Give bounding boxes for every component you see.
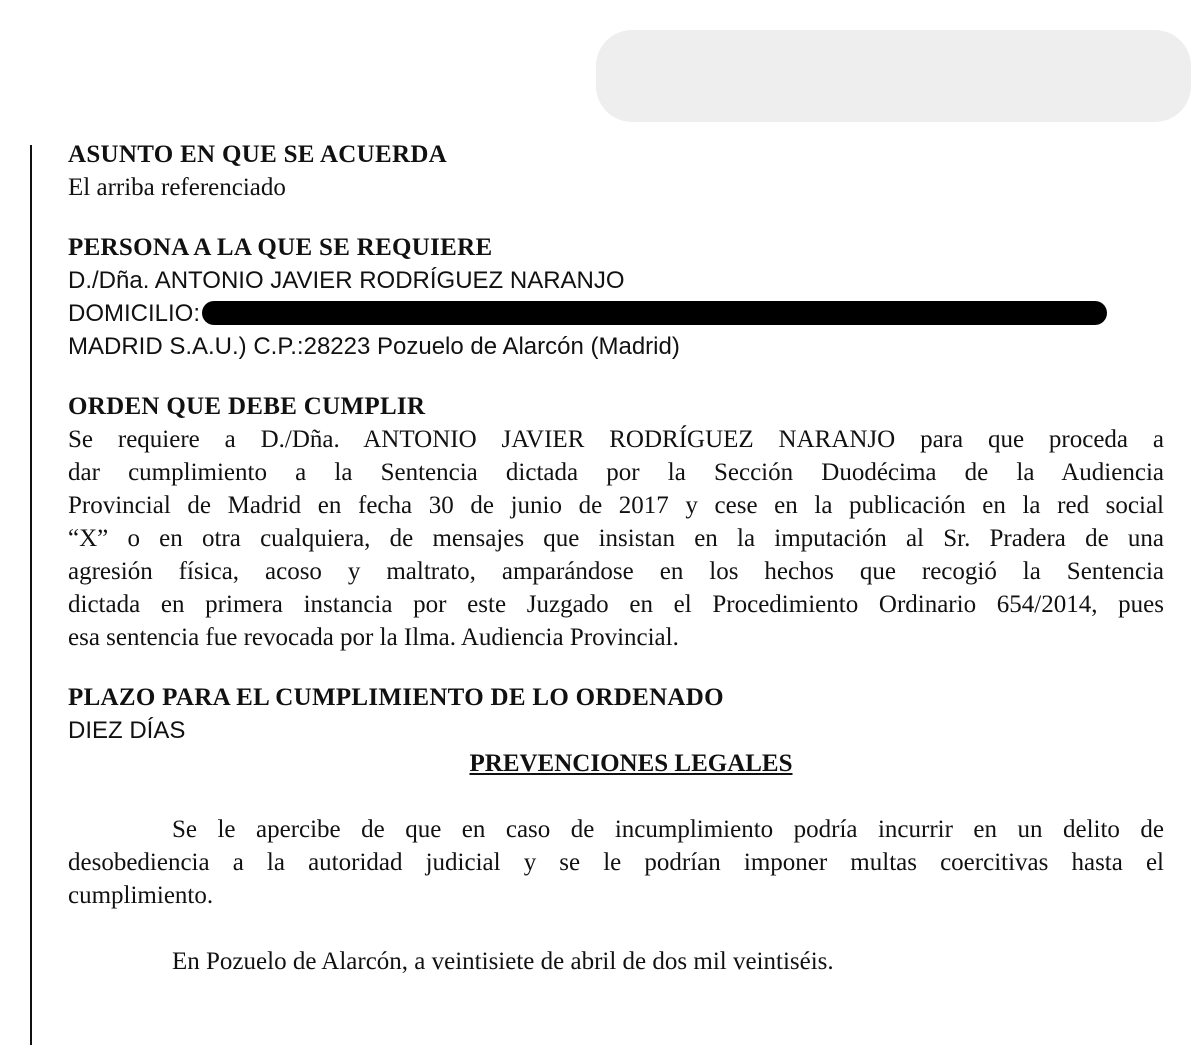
section-orden bbox=[68, 390, 1164, 654]
redacted-address-bar bbox=[202, 301, 1107, 325]
asunto-text: El arriba referenciado bbox=[68, 174, 286, 201]
redacted-header-block bbox=[596, 30, 1191, 122]
domicilio-label: DOMICILIO: bbox=[68, 300, 201, 327]
closing-line: En Pozuelo de Alarcón, a veintisiete de abril de dos mil veintiséis. bbox=[172, 948, 834, 975]
orden-line: dictada en primera instancia por este Juzgado en el Procedimiento Ordinario 654/2014, pues bbox=[68, 591, 1164, 618]
orden-line: “X” o en otra cualquiera, de mensajes que insistan en la imputación al Sr. Pradera de una bbox=[68, 525, 1164, 552]
margin-rule bbox=[30, 145, 32, 1045]
persona-name: D./Dña. ANTONIO JAVIER RODRÍGUEZ NARANJO bbox=[68, 267, 625, 294]
orden-line: dar cumplimiento a la Sentencia dictada por la Sección Duodécima de la Audiencia bbox=[68, 459, 1164, 486]
persona-heading: PERSONA A LA QUE SE REQUIERE bbox=[68, 234, 493, 261]
orden-line: Provincial de Madrid en fecha 30 de junio de 2017 y cese en la publicación en la red social bbox=[68, 492, 1164, 519]
orden-line: esa sentencia fue revocada por la Ilma. Audiencia Provincial. bbox=[68, 624, 679, 651]
plazo-text: DIEZ DÍAS bbox=[68, 717, 186, 744]
section-asunto bbox=[68, 138, 1164, 204]
section-plazo bbox=[68, 681, 1164, 747]
plazo-heading: PLAZO PARA EL CUMPLIMIENTO DE LO ORDENADO bbox=[68, 684, 724, 711]
address-line: MADRID S.A.U.) C.P.:28223 Pozuelo de Alarcón (Madrid) bbox=[68, 333, 680, 360]
prevenciones-paragraph bbox=[68, 813, 1164, 912]
orden-line: Se requiere a D./Dña. ANTONIO JAVIER RODRÍGUEZ NARANJO para que proceda a bbox=[68, 426, 1164, 453]
orden-line: agresión física, acoso y maltrato, amparándose en los hechos que recogió la Sentencia bbox=[68, 558, 1164, 585]
orden-paragraph bbox=[68, 423, 1164, 654]
asunto-heading: ASUNTO EN QUE SE ACUERDA bbox=[68, 141, 448, 168]
domicilio-row bbox=[68, 297, 1164, 330]
prevenciones-title: PREVENCIONES LEGALES bbox=[469, 750, 793, 777]
section-persona bbox=[68, 231, 1164, 363]
prevenciones-line: desobediencia a la autoridad judicial y se le podrían imponer multas coercitivas hasta el bbox=[68, 849, 1164, 876]
document-body bbox=[68, 138, 1164, 978]
prevenciones-line: cumplimiento. bbox=[68, 882, 214, 909]
prevenciones-line: Se le apercibe de que en caso de incumplimiento podría incurrir en un delito de bbox=[172, 816, 1164, 843]
orden-heading: ORDEN QUE DEBE CUMPLIR bbox=[68, 393, 426, 420]
section-prevenciones bbox=[68, 747, 1164, 912]
